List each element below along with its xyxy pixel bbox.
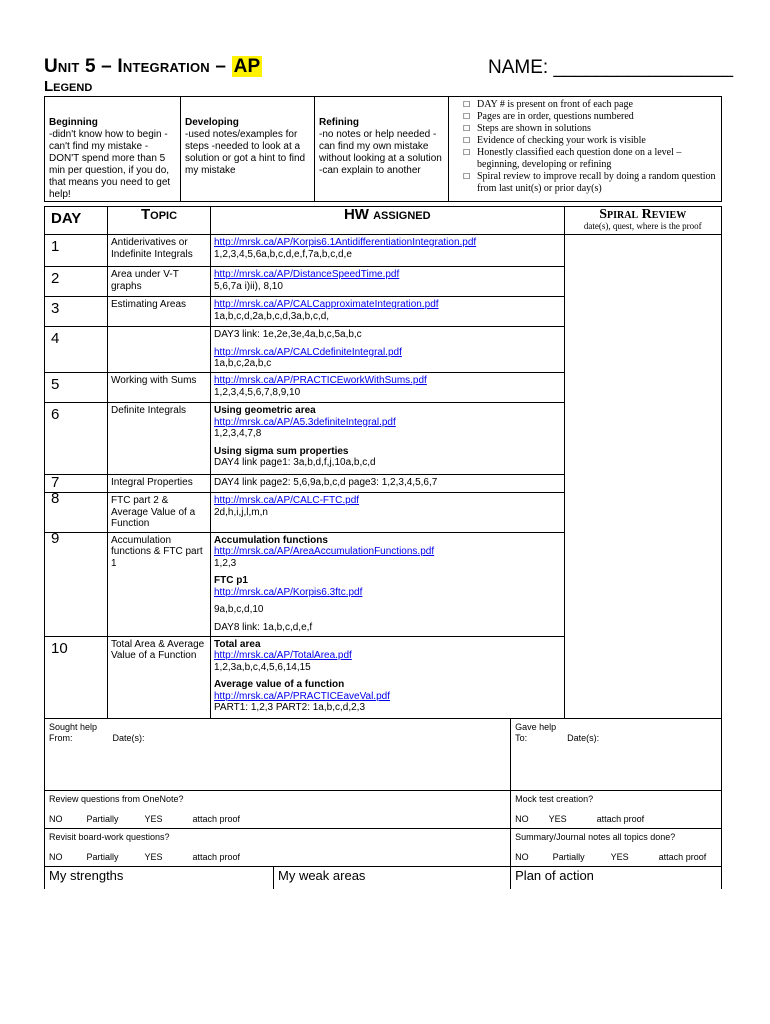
hw-link[interactable]: http://mrsk.ca/AP/A5.3definiteIntegral.pdf — [214, 416, 396, 428]
legend-developing — [181, 97, 315, 202]
legend-refining — [315, 97, 449, 202]
checkbox-icon[interactable]: ☐ — [463, 172, 471, 181]
summary-notes-cell: Summary/Journal notes all topics done? NO Partially YES attach proof — [511, 829, 722, 867]
hw-link[interactable]: http://mrsk.ca/AP/PRACTICEaveVal.pdf — [214, 690, 390, 702]
mock-test-cell: Mock test creation? NO YES attach proof — [511, 791, 722, 829]
option-yes[interactable]: YES — [548, 814, 567, 824]
hw-header: HW assigned — [211, 207, 565, 235]
table-row: 3 Estimating Areas http://mrsk.ca/AP/CALCapproximateIntegration.pdf 1a,b,c,d,2a,b,c,d,3a,b,c,d, — [45, 297, 722, 327]
table-row: 2 Area under V-T graphs http://mrsk.ca/AP/DistanceSpeedTime.pdf 5,6,7a i)ii), 8,10 — [45, 267, 722, 297]
checklist-item[interactable]: ☐ Spiral review to improve recall by doing a random question from last unit(s) or prior day(s) — [453, 171, 718, 195]
checkbox-icon[interactable]: ☐ — [463, 124, 471, 133]
spiral-review-header — [564, 207, 721, 235]
checklist-item[interactable]: ☐ Steps are shown in solutions — [453, 123, 718, 135]
option-partially[interactable]: Partially — [86, 852, 119, 862]
hw-link[interactable]: http://mrsk.ca/AP/PRACTICEworkWithSums.pdf — [214, 375, 427, 386]
checklist-item[interactable]: ☐ Honestly classified each question done on a level – beginning, developing or refining — [453, 147, 718, 171]
checkbox-icon[interactable]: ☐ — [463, 136, 471, 145]
developing-heading: Developing — [185, 117, 239, 128]
revisit-board-cell: Revisit board-work questions? NO Partially YES attach proof — [45, 829, 511, 867]
attach-proof[interactable]: attach proof — [658, 852, 707, 862]
table-row: 7 Integral Properties DAY4 link page2: 5,6,9a,b,c,d page3: 1,2,3,4,5,6,7 — [45, 475, 722, 493]
hw-link[interactable]: http://mrsk.ca/AP/AreaAccumulationFunctions.pdf — [214, 546, 435, 557]
legend-checklist — [449, 97, 722, 202]
spiral-title: Spiral Review — [599, 207, 687, 222]
legend-heading: Legend — [44, 78, 93, 95]
developing-text: -used notes/examples for steps -needed to look at a solution or got a hint to find my mistake — [185, 129, 306, 176]
attach-proof[interactable]: attach proof — [596, 814, 645, 824]
beginning-text: -didn't know how to begin -can't find my mistake -DON'T spend more than 5 min per question, if you do, that means you need to get help! — [49, 129, 171, 200]
my-strengths[interactable]: My strengths — [45, 867, 274, 889]
option-partially[interactable]: Partially — [86, 814, 119, 824]
option-yes[interactable]: YES — [144, 852, 163, 862]
title-highlight: AP — [233, 56, 261, 77]
day-header: DAY — [45, 207, 108, 235]
hw-link[interactable]: http://mrsk.ca/AP/TotalArea.pdf — [214, 650, 352, 661]
review-questions-cell: Review questions from OneNote? NO Partially YES attach proof — [45, 791, 511, 829]
attach-proof[interactable]: attach proof — [192, 852, 241, 862]
legend-table — [44, 96, 722, 202]
table-row: 9 Accumulation functions & FTC part 1 Accumulation functions http://mrsk.ca/AP/AreaAccumulationFunctions.pdf 1,2,3 FTC p1 http://mrsk.ca/AP/Korpis6.3ftc.pdf 9a,b,c,d,10 DAY8 link: 1a,b,c,d,e,f — [45, 532, 722, 636]
gave-help-cell[interactable]: Gave help To: Date(s): — [511, 719, 722, 791]
table-row: 1 Antiderivatives or Indefinite Integrals http://mrsk.ca/AP/Korpis6.1AntidifferentiationIntegration.pdf 1,2,3,4,5,6a,b,c,d,e,f,7a,b,c,d,e — [45, 235, 722, 267]
table-row: 4 DAY3 link: 1e,2e,3e,4a,b,c,5a,b,c http://mrsk.ca/AP/CALCdefiniteIntegral.pdf 1a,b,c,2a,b,c — [45, 327, 722, 373]
checklist-item[interactable]: ☐ Pages are in order, questions numbered — [453, 111, 718, 123]
option-no[interactable]: NO — [515, 814, 529, 824]
plan-of-action[interactable]: Plan of action — [511, 867, 722, 889]
reflection-table — [44, 718, 722, 889]
my-weak-areas[interactable]: My weak areas — [274, 867, 511, 889]
hw-link[interactable]: http://mrsk.ca/AP/Korpis6.3ftc.pdf — [214, 586, 363, 598]
option-no[interactable]: NO — [49, 814, 63, 824]
option-no[interactable]: NO — [49, 852, 63, 862]
topic-header: Topic — [108, 207, 211, 235]
checklist-item[interactable]: ☐ Evidence of checking your work is visible — [453, 135, 718, 147]
option-yes[interactable]: YES — [610, 852, 629, 862]
beginning-heading: Beginning — [49, 117, 98, 128]
page-title — [44, 56, 262, 78]
sought-help-cell[interactable]: Sought help From: Date(s): — [45, 719, 511, 791]
option-partially[interactable]: Partially — [552, 852, 585, 862]
title-text: Unit 5 – Integration – — [44, 56, 232, 77]
table-row: 10 Total Area & Average Value of a Function Total area http://mrsk.ca/AP/TotalArea.pdf 1,2,3a,b,c,4,5,6,14,15 Average value of a function http://mrsk.ca/AP/PRACTICEaveVal.pdf PART1: 1,2,3 PART2: 1a,b,c,d,2,3 — [45, 636, 722, 718]
hw-link[interactable]: http://mrsk.ca/AP/CALC-FTC.pdf — [214, 495, 360, 506]
table-row: 5 Working with Sums http://mrsk.ca/AP/PRACTICEworkWithSums.pdf 1,2,3,4,5,6,7,8,9,10 — [45, 373, 722, 403]
checkbox-icon[interactable]: ☐ — [463, 100, 471, 109]
homework-table — [44, 206, 722, 719]
refining-heading: Refining — [319, 117, 359, 128]
checkbox-icon[interactable]: ☐ — [463, 112, 471, 121]
hw-link[interactable]: http://mrsk.ca/AP/CALCapproximateIntegration.pdf — [214, 299, 439, 310]
checklist-item[interactable]: ☐ DAY # is present on front of each page — [453, 99, 718, 111]
table-row: 8 FTC part 2 & Average Value of a Function http://mrsk.ca/AP/CALC-FTC.pdf 2d,h,i,j,l,m,n — [45, 493, 722, 533]
hw-link[interactable]: http://mrsk.ca/AP/Korpis6.1AntidifferentiationIntegration.pdf — [214, 237, 477, 248]
table-row: 6 Definite Integrals Using geometric area http://mrsk.ca/AP/A5.3definiteIntegral.pdf 1,2,3,4,7,8 Using sigma sum properties DAY4 link page1: 3a,b,d,f,j,10a,b,c,d — [45, 403, 722, 475]
option-yes[interactable]: YES — [144, 814, 163, 824]
legend-beginning — [45, 97, 181, 202]
option-no[interactable]: NO — [515, 852, 529, 862]
refining-text: -no notes or help needed -can find my own mistake without looking at a solution -can explain to another — [319, 129, 442, 176]
spiral-subtitle: date(s), quest, where is the proof — [583, 220, 702, 231]
checkbox-icon[interactable]: ☐ — [463, 148, 471, 157]
attach-proof[interactable]: attach proof — [192, 814, 241, 824]
name-field[interactable]: NAME: _________________ — [488, 57, 734, 78]
spiral-review-cell[interactable] — [564, 235, 721, 719]
hw-link[interactable]: http://mrsk.ca/AP/DistanceSpeedTime.pdf — [214, 269, 400, 280]
hw-link[interactable]: http://mrsk.ca/AP/CALCdefiniteIntegral.pdf — [214, 346, 402, 358]
